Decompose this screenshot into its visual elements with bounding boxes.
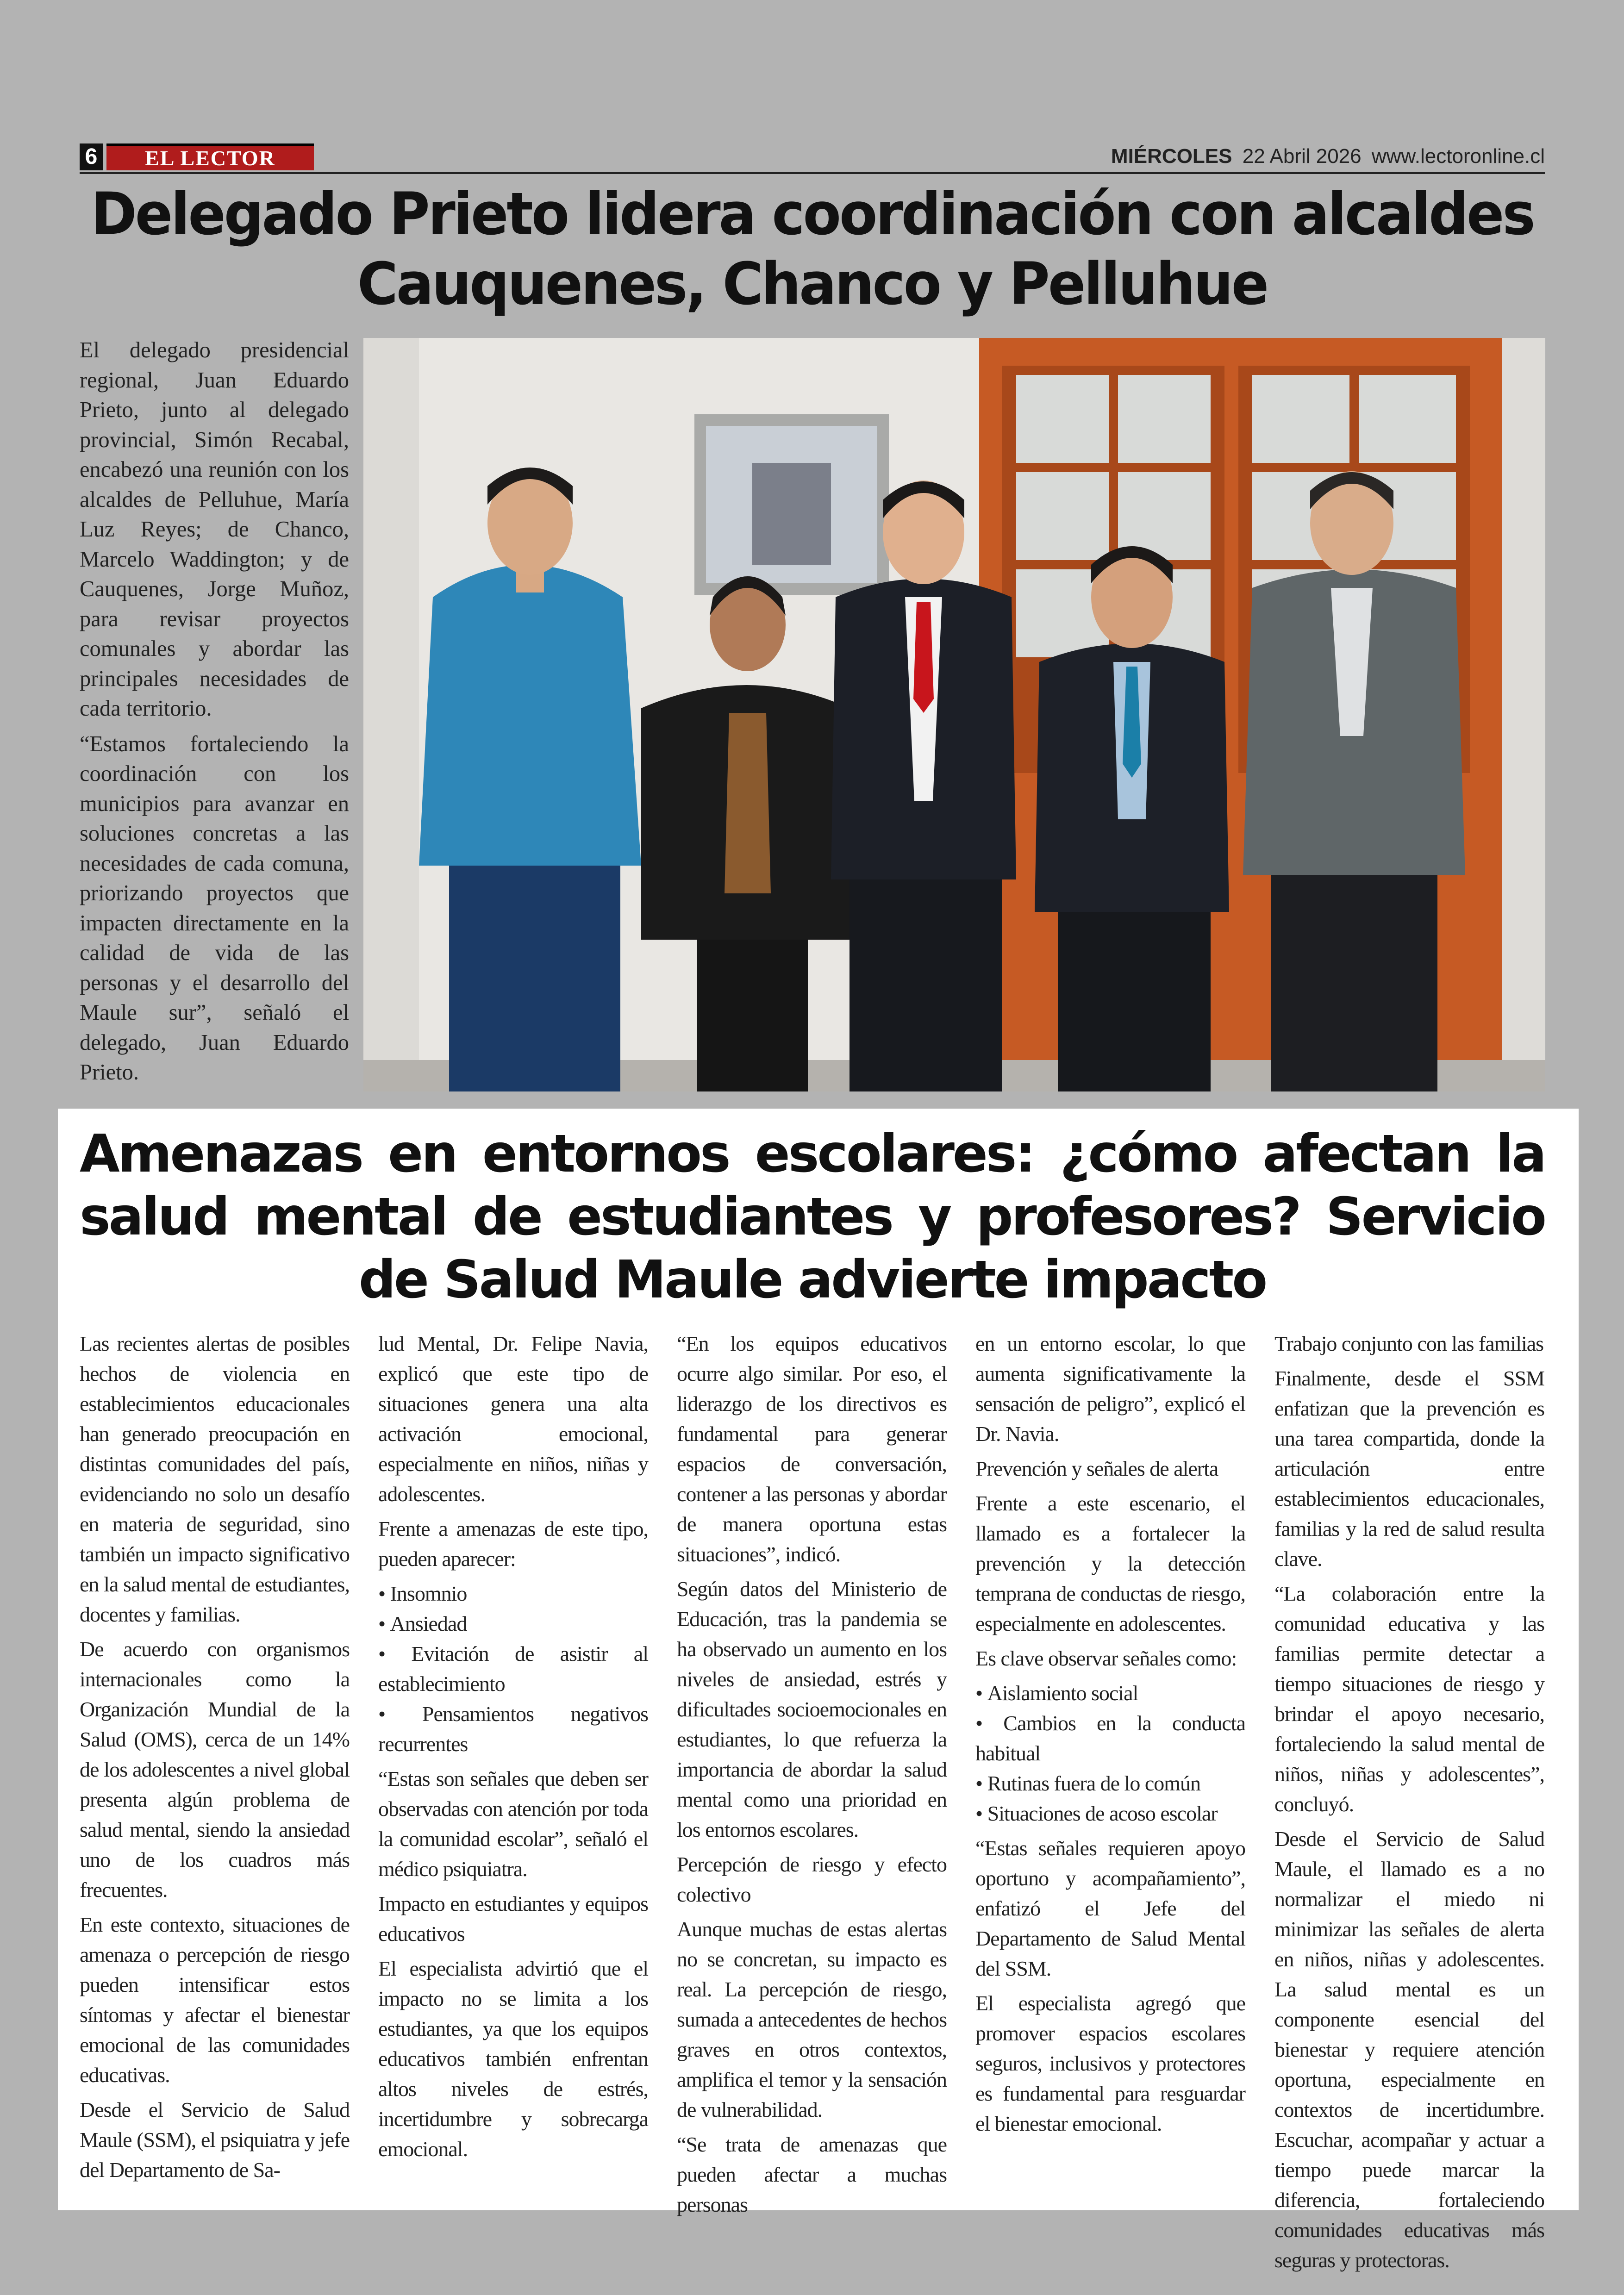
story1-paragraph: “Estamos fortaleciendo la coordinación con los municipios para avanzar en soluciones concretas a las necesidades de cada comuna, priorizando proyectos que impacten directamente en la calidad de vida de las personas y el desarrollo del Maule sur”, señaló el delegado, Juan Eduardo Prieto. <box>80 731 349 1085</box>
subheading: Impacto en estudiantes y equipos educativos <box>378 1892 648 1946</box>
paragraph: Desde el Servicio de Salud Maule, el llamado es a no normalizar el miedo ni minimizar las señales de alerta en niños, niñas y adolescentes. La salud mental es un componente esencial del bienestar y requiere atención oportuna, especialmente en contextos de incertidumbre. Escuchar, acompañar y actuar a tiempo puede marcar la diferencia, fortaleciendo comunidades educativas más seguras y protectoras. <box>1274 1827 1544 2272</box>
paragraph: En este contexto, situaciones de amenaza o percepción de riesgo pueden intensificar estos síntomas y afectar el bienestar emocional de las comunidades educativas. <box>80 1913 350 2087</box>
paragraph: El especialista agregó que promover espacios escolares seguros, inclusivos y protectores es fundamental para resguardar el bienestar emocional. <box>975 1991 1245 2135</box>
paragraph: “Se trata de amenazas que pueden afectar a muchas personas <box>677 2133 947 2216</box>
newspaper-logo: EL LECTOR <box>106 143 314 170</box>
weekday: MIÉRCOLES <box>1111 145 1232 168</box>
date: 22 Abril 2026 <box>1242 145 1362 168</box>
website: www.lectoronline.cl <box>1371 145 1545 168</box>
paragraph: Frente a amenazas de este tipo, pueden aparecer: <box>378 1517 648 1571</box>
paragraph: Según datos del Ministerio de Educación, tras la pandemia se ha observado un aumento en los niveles de ansiedad, estrés y dificultades socioemocionales en estudiantes, lo que refuerza la importancia de abordar la salud mental como una prioridad en los entornos escolares. <box>677 1577 947 1841</box>
warning-signs-list <box>975 1678 1245 1828</box>
subheading: Trabajo conjunto con las familias <box>1274 1332 1544 1355</box>
story1-body <box>80 336 349 1093</box>
page-header <box>80 139 1545 174</box>
list-item: • Evitación de asistir al establecimiento <box>378 1639 648 1699</box>
list-item: • Pensamientos negativos recurrentes <box>378 1699 648 1759</box>
list-item: • Insomnio <box>378 1578 648 1609</box>
paragraph: lud Mental, Dr. Felipe Navia, explicó que este tipo de situaciones genera una alta activación emocional, especialmente en niños, niñas y adolescentes. <box>378 1332 648 1506</box>
paragraph: De acuerdo con organismos internacionales como la Organización Mundial de la Salud (OMS), cerca de un 14% de los adolescentes a nivel global presenta algún problema de salud mental, siendo la ansiedad uno de los cuadros más frecuentes. <box>80 1637 350 1902</box>
paragraph: Las recientes alertas de posibles hechos de violencia en establecimientos educacionales han generado preocupación en distintas comunidades del país, evidenciando no solo un desafío en materia de seguridad, sino también un impacto significativo en la salud mental de estudiantes, docentes y familias. <box>80 1332 350 1626</box>
list-item: • Cambios en la conducta habitual <box>975 1708 1245 1768</box>
paragraph: “En los equipos educativos ocurre algo similar. Por eso, el liderazgo de los directivos es fundamental para generar espacios de conversación, contener a las personas y abordar de manera oportuna estas situaciones”, indicó. <box>677 1332 947 1566</box>
story1-headline: Delegado Prieto lidera coordinación con alcaldes Cauquenes, Chanco y Pelluhue <box>91 180 1534 318</box>
paragraph: Frente a este escenario, el llamado es a fortalecer la prevención y la detección temprana de conductas de riesgo, especialmente en adolescentes. <box>975 1491 1245 1635</box>
story2-column-1 <box>80 1328 350 2189</box>
story1-paragraph: El delegado presidencial regional, Juan Eduardo Prieto, junto al delegado provincial, Simón Recabal, encabezó una reunión con los alcaldes de Pelluhue, María Luz Reyes; de Chanco, Marcelo Waddington; y de Cauquenes, Jorge Muñoz, para revisar proyectos comunales y abordar las principales necesidades de cada territorio. <box>80 338 349 721</box>
subheading: Percepción de riesgo y efecto colectivo <box>677 1852 947 1906</box>
paragraph: en un entorno escolar, lo que aumenta significativamente la sensación de peligro”, explicó el Dr. Navia. <box>975 1332 1245 1446</box>
group-photo <box>363 338 1545 1091</box>
story2-column-5 <box>1274 1328 1544 2280</box>
story2-column-2 <box>378 1328 648 2169</box>
story2-headline: Amenazas en entornos escolares: ¿cómo afectan la salud mental de estudiantes y profesores? Servicio de Salud Maule advierte impacto <box>80 1124 1545 1310</box>
subheading: Prevención y señales de alerta <box>975 1457 1218 1480</box>
story2-column-4 <box>975 1328 1245 2143</box>
paragraph: “La colaboración entre la comunidad educativa y las familias permite detectar a tiempo situaciones de riesgo y brindar el apoyo necesario, fortaleciendo la salud mental de niños, niñas y adolescentes”, concluyó. <box>1274 1582 1544 1816</box>
list-item: • Aislamiento social <box>975 1678 1245 1708</box>
page-number: 6 <box>80 143 103 170</box>
symptom-list <box>378 1578 648 1759</box>
header-dateline <box>1106 143 1545 170</box>
paragraph: “Estas son señales que deben ser observadas con atención por toda la comunidad escolar”, señaló el médico psiquiatra. <box>378 1767 648 1881</box>
list-item: • Rutinas fuera de lo común <box>975 1768 1245 1798</box>
paragraph: “Estas señales requieren apoyo oportuno y acompañamiento”, enfatizó el Jefe del Departamento de Salud Mental del SSM. <box>975 1836 1245 1980</box>
story2-column-3 <box>677 1328 947 2224</box>
paragraph: Desde el Servicio de Salud Maule (SSM), el psiquiatra y jefe del Departamento de Sa- <box>80 2098 350 2182</box>
paragraph: El especialista advirtió que el impacto no se limita a los estudiantes, ya que los equipos educativos también enfrentan altos niveles de estrés, incertidumbre y sobrecarga emocional. <box>378 1957 648 2161</box>
list-item: • Situaciones de acoso escolar <box>975 1798 1245 1828</box>
paragraph: Es clave observar señales como: <box>975 1646 1237 1670</box>
paragraph: Aunque muchas de estas alertas no se concretan, su impacto es real. La percepción de riesgo, sumada a antecedentes de hechos graves en otros contextos, amplifica el temor y la sensación de vulnerabilidad. <box>677 1917 947 2121</box>
paragraph: Finalmente, desde el SSM enfatizan que la prevención es una tarea compartida, donde la articulación entre establecimientos educacionales, familias y la red de salud resulta clave. <box>1274 1366 1544 1571</box>
list-item: • Ansiedad <box>378 1609 648 1639</box>
